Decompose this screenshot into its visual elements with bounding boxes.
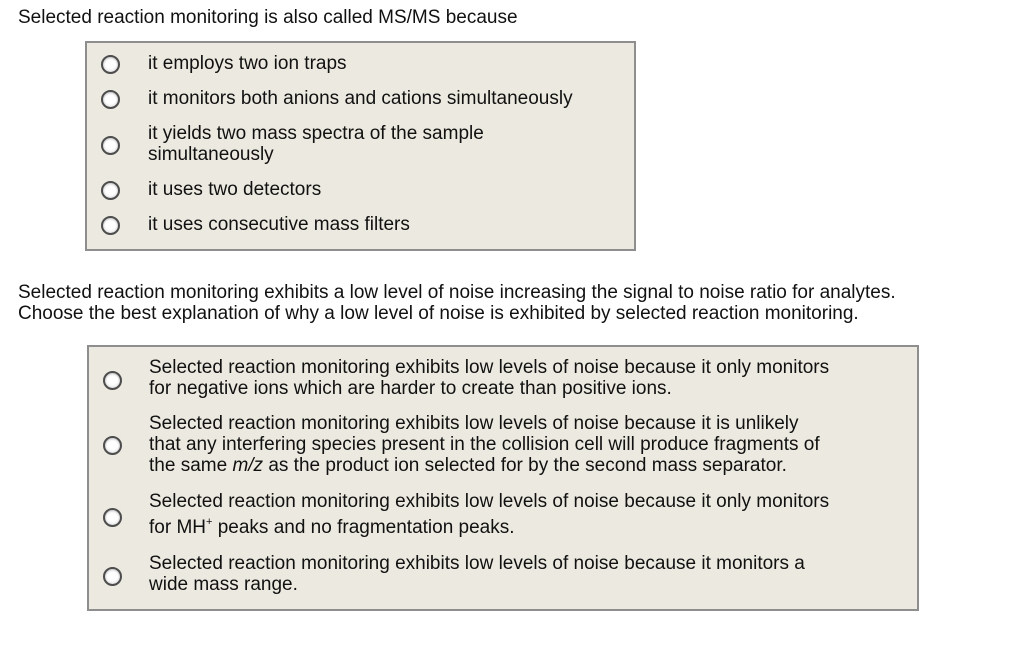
radio-button[interactable] [101,55,120,74]
question-2-prompt: Selected reaction monitoring exhibits a low level of noise increasing the signal to noise ratio for analytes. Choose the best explanation of why a low level of noise is exhibited by selected reaction monitoring. [18,282,896,324]
radio-button[interactable] [103,508,122,527]
answer-label: Selected reaction monitoring exhibits low levels of noise because it monitors a wide mass range. [149,553,805,595]
answer-label: it employs two ion traps [148,53,347,74]
radio-button[interactable] [101,90,120,109]
radio-button[interactable] [101,136,120,155]
radio-button[interactable] [103,567,122,586]
radio-button[interactable] [101,216,120,235]
question-1-prompt: Selected reaction monitoring is also called MS/MS because [18,7,518,28]
answer-label: it yields two mass spectra of the sample simultaneously [148,123,484,165]
radio-button[interactable] [103,371,122,390]
answer-label: it uses consecutive mass filters [148,214,410,235]
answer-label: Selected reaction monitoring exhibits low levels of noise because it is unlikely that any interfering species present in the collision cell will produce fragments of the same m/z as the product ion selected for by the second mass separator. [149,413,820,476]
radio-button[interactable] [101,181,120,200]
question-1-options [85,41,636,251]
answer-label: it uses two detectors [148,179,322,200]
radio-button[interactable] [103,436,122,455]
answer-label: it monitors both anions and cations simultaneously [148,88,573,109]
answer-label: Selected reaction monitoring exhibits low levels of noise because it only monitors for negative ions which are harder to create than positive ions. [149,357,830,399]
answer-label: Selected reaction monitoring exhibits low levels of noise because it only monitors for MH+ peaks and no fragmentation peaks. [149,491,830,538]
question-2-options [87,345,919,611]
